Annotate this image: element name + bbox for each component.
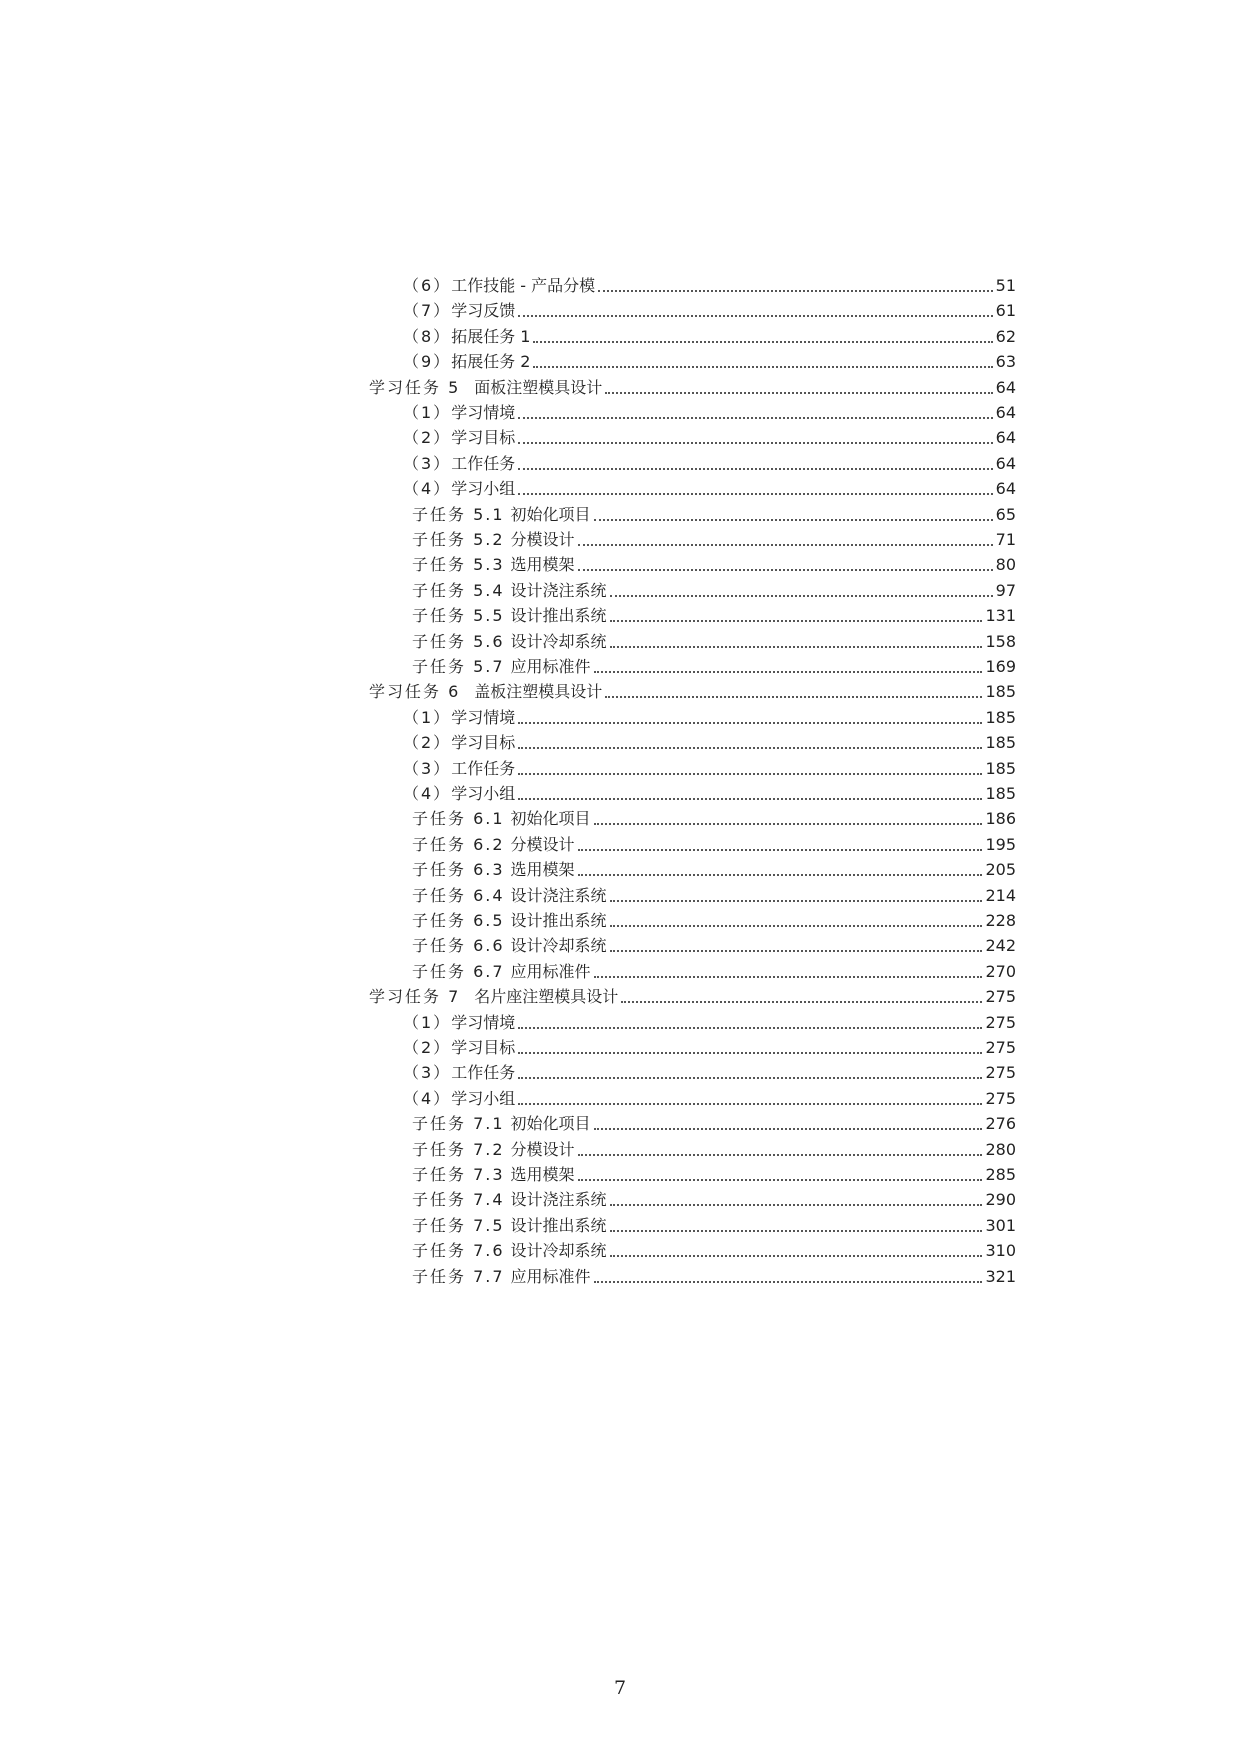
toc-dot-leader: [594, 518, 993, 521]
toc-entry-label: [412, 1216, 607, 1236]
toc-dot-leader: [518, 1102, 982, 1105]
toc-entry-page: 131: [985, 606, 1016, 626]
toc-entry-page: 205: [985, 860, 1016, 880]
toc-dot-leader: [610, 924, 983, 927]
toc-entry-title: 设计浇注系统: [510, 885, 607, 905]
toc-entry-label: [412, 1140, 575, 1160]
toc-entry-title: 盖板注塑模具设计: [474, 682, 603, 702]
toc-entry-page: 290: [985, 1190, 1016, 1210]
toc-entry-number: 子任务 7.5: [412, 1215, 505, 1235]
toc-entry-number: 子任务 5.2: [412, 530, 505, 549]
toc-entry-number: 子任务 6.4: [412, 885, 505, 905]
toc-entry-number: 子任务 6.1: [412, 809, 505, 829]
toc-entry-title: 设计冷却系统: [510, 1241, 607, 1261]
toc-entry-label: [412, 886, 607, 906]
toc-entry-page: 276: [985, 1114, 1016, 1134]
toc-entry-page: 51: [995, 276, 1016, 295]
toc-entry-title: 设计推出系统: [510, 1215, 607, 1235]
toc-dot-leader: [605, 391, 992, 394]
toc-dot-leader: [594, 1127, 983, 1130]
toc-section-entry[interactable]: [403, 1059, 1016, 1083]
toc-entry-number: （4）: [403, 479, 452, 499]
toc-subtask-entry[interactable]: [412, 1110, 1016, 1134]
toc-entry-title: 选用模架: [510, 860, 575, 880]
toc-entry-label: [412, 911, 607, 931]
toc-entry-title: 初始化项目: [510, 504, 591, 524]
toc-entry-label: [412, 835, 575, 855]
toc-subtask-entry[interactable]: [412, 501, 1016, 525]
toc-entry-label: [403, 1038, 515, 1058]
toc-entry-page: 64: [995, 479, 1016, 499]
toc-entry-number: 子任务 7.7: [412, 1266, 505, 1286]
toc-dot-leader: [594, 670, 983, 673]
toc-entry-number: 子任务 5.5: [412, 606, 505, 626]
toc-dot-leader: [610, 645, 983, 648]
toc-entry-title: 学习情境: [451, 707, 516, 727]
toc-entry-page: 185: [985, 707, 1016, 727]
toc-dot-leader: [518, 746, 982, 749]
toc-entry-number: 子任务 5.1: [412, 504, 505, 524]
toc-subtask-entry[interactable]: [412, 831, 1016, 855]
toc-entry-page: 71: [995, 530, 1016, 549]
toc-entry-number: （2）: [403, 428, 452, 448]
toc-dot-leader: [578, 1153, 983, 1156]
toc-section-entry[interactable]: [403, 272, 1016, 296]
toc-subtask-entry[interactable]: [412, 1161, 1016, 1185]
toc-subtask-entry[interactable]: [412, 882, 1016, 906]
toc-entry-page: 97: [995, 580, 1016, 600]
toc-dot-leader: [610, 1254, 983, 1257]
toc-dot-leader: [518, 441, 992, 444]
toc-entry-page: 275: [985, 1012, 1016, 1032]
toc-entry-page: 169: [985, 657, 1016, 676]
toc-dot-leader: [518, 314, 992, 317]
toc-dot-leader: [518, 797, 982, 800]
toc-section-entry[interactable]: [403, 1085, 1016, 1109]
toc-section-entry[interactable]: [403, 424, 1016, 448]
toc-entry-page: 61: [995, 301, 1016, 321]
toc-entry-number: （7）: [403, 301, 452, 321]
toc-entry-label: [403, 403, 515, 423]
toc-entry-label: [412, 657, 591, 677]
toc-entry-label: [412, 581, 607, 601]
toc-entry-number: （9）: [403, 352, 452, 372]
toc-entry-page: 214: [985, 885, 1016, 905]
toc-section-entry[interactable]: [403, 399, 1016, 423]
toc-entry-title: 拓展任务 2: [451, 352, 531, 372]
toc-entry-title: 初始化项目: [510, 809, 591, 829]
toc-entry-label: [403, 276, 595, 296]
toc-entry-title: 设计推出系统: [510, 606, 607, 626]
toc-entry-label: [412, 555, 575, 575]
toc-entry-page: 242: [985, 936, 1016, 956]
toc-entry-number: 子任务 7.4: [412, 1190, 505, 1210]
toc-entry-page: 64: [995, 453, 1016, 473]
toc-subtask-entry[interactable]: [412, 653, 1016, 677]
toc-entry-number: 子任务 6.5: [412, 911, 505, 930]
toc-entry-label: [403, 1063, 515, 1083]
toc-entry-label: [412, 1267, 591, 1287]
toc-entry-label: [412, 860, 575, 880]
toc-section-entry[interactable]: [403, 704, 1016, 728]
toc-entry-page: 270: [985, 961, 1016, 981]
toc-entry-page: 185: [985, 733, 1016, 753]
toc-section-entry[interactable]: [403, 475, 1016, 499]
toc-dot-leader: [610, 619, 983, 622]
toc-entry-page: 63: [995, 352, 1016, 372]
toc-dot-leader: [518, 1051, 982, 1054]
toc-dot-leader: [518, 1076, 982, 1079]
toc-dot-leader: [578, 1178, 983, 1181]
toc-dot-leader: [594, 975, 983, 978]
toc-entry-page: 195: [985, 834, 1016, 854]
toc-entry-number: 子任务 5.3: [412, 555, 505, 575]
toc-entry-title: 选用模架: [510, 555, 575, 575]
toc-subtask-entry[interactable]: [412, 805, 1016, 829]
toc-entry-page: 285: [985, 1165, 1016, 1184]
toc-entry-page: 310: [985, 1241, 1016, 1261]
toc-dot-leader: [610, 594, 993, 597]
toc-subtask-entry[interactable]: [412, 1186, 1016, 1210]
toc-dot-leader: [610, 1203, 983, 1206]
toc-dot-leader: [594, 1280, 983, 1283]
toc-dot-leader: [578, 873, 983, 876]
toc-entry-label: [412, 1114, 591, 1134]
toc-entry-label: [403, 1089, 515, 1109]
toc-entry-page: 65: [995, 504, 1016, 524]
toc-dot-leader: [533, 340, 992, 343]
toc-entry-title: 学习反馈: [451, 301, 516, 321]
toc-entry-page: 275: [985, 1088, 1016, 1108]
toc-entry-page: 62: [995, 326, 1016, 346]
toc-entry-label: [403, 708, 515, 728]
toc-entry-title: 面板注塑模具设计: [474, 377, 603, 397]
toc-entry-number: （6）: [403, 276, 452, 295]
toc-entry-number: （3）: [403, 758, 452, 778]
toc-entry-number: 学习任务 5: [369, 377, 461, 397]
toc-entry-label: [403, 759, 515, 779]
toc-entry-number: （1）: [403, 403, 452, 422]
toc-section-entry[interactable]: [403, 780, 1016, 804]
toc-entry-title: 学习小组: [451, 784, 516, 803]
toc-entry-title: 学习目标: [451, 428, 516, 448]
toc-entry-title: 分模设计: [510, 1139, 575, 1159]
toc-entry-label: [403, 1013, 515, 1033]
toc-dot-leader: [610, 949, 983, 952]
toc-subtask-entry[interactable]: [412, 907, 1016, 931]
toc-entry-label: [412, 1241, 607, 1261]
toc-section-entry[interactable]: [403, 348, 1016, 372]
toc-entry-page: 186: [985, 809, 1016, 829]
toc-entry-page: 64: [995, 428, 1016, 448]
toc-entry-label: [403, 479, 515, 499]
toc-entry-label: [369, 378, 602, 398]
toc-section-entry[interactable]: [403, 323, 1016, 347]
toc-entry-title: 设计冷却系统: [510, 631, 607, 651]
toc-entry-title: 设计冷却系统: [510, 936, 607, 956]
toc-subtask-entry[interactable]: [412, 577, 1016, 601]
toc-entry-page: 64: [995, 377, 1016, 397]
toc-entry-page: 64: [995, 403, 1016, 422]
toc-section-entry[interactable]: [403, 1009, 1016, 1033]
toc-entry-label: [403, 352, 530, 372]
toc-entry-label: [412, 962, 591, 982]
toc-entry-number: （3）: [403, 1063, 452, 1083]
toc-entry-number: 子任务 5.6: [412, 631, 505, 651]
toc-entry-number: （2）: [403, 1038, 452, 1057]
toc-entry-number: 子任务 5.4: [412, 580, 505, 600]
toc-entry-title: 设计浇注系统: [510, 1190, 607, 1210]
toc-entry-title: 应用标准件: [510, 1266, 591, 1286]
toc-entry-label: [412, 606, 607, 626]
toc-entry-page: 275: [985, 1038, 1016, 1057]
toc-section-entry[interactable]: [403, 755, 1016, 779]
toc-entry-title: 工作任务: [451, 1063, 516, 1083]
toc-dot-leader: [518, 416, 992, 419]
toc-entry-title: 学习情境: [451, 1012, 516, 1032]
toc-dot-leader: [518, 492, 992, 495]
toc-entry-title: 学习目标: [451, 733, 516, 753]
toc-dot-leader: [578, 568, 993, 571]
toc-subtask-entry[interactable]: [412, 856, 1016, 880]
toc-dot-leader: [518, 1026, 982, 1029]
toc-entry-number: （3）: [403, 453, 452, 473]
toc-entry-number: 子任务 7.6: [412, 1241, 505, 1261]
toc-entry-title: 应用标准件: [510, 657, 591, 676]
toc-entry-page: 80: [995, 555, 1016, 575]
toc-entry-number: 子任务 7.3: [412, 1165, 505, 1184]
toc-entry-label: [369, 987, 618, 1007]
toc-dot-leader: [610, 899, 983, 902]
toc-dot-leader: [578, 848, 983, 851]
toc-entry-number: （2）: [403, 733, 452, 753]
toc-entry-title: 学习小组: [451, 1088, 516, 1108]
toc-entry-page: 185: [985, 784, 1016, 803]
toc-entry-label: [369, 682, 602, 702]
toc-entry-title: 分模设计: [510, 834, 575, 854]
toc-entry-page: 321: [985, 1266, 1016, 1286]
toc-entry-label: [403, 733, 515, 753]
toc-entry-label: [403, 784, 515, 804]
toc-entry-title: 设计推出系统: [510, 911, 607, 930]
toc-entry-title: 分模设计: [510, 530, 575, 549]
toc-dot-leader: [518, 467, 992, 470]
toc-entry-number: 子任务 7.1: [412, 1114, 505, 1134]
toc-subtask-entry[interactable]: [412, 932, 1016, 956]
toc-dot-leader: [578, 543, 993, 546]
toc-entry-label: [412, 1190, 607, 1210]
toc-entry-label: [403, 454, 515, 474]
toc-entry-title: 选用模架: [510, 1165, 575, 1184]
toc-subtask-entry[interactable]: [412, 628, 1016, 652]
toc-entry-number: （4）: [403, 1088, 452, 1108]
toc-entry-title: 名片座注塑模具设计: [474, 987, 619, 1007]
toc-chapter-entry[interactable]: [369, 983, 1016, 1007]
toc-subtask-entry[interactable]: [412, 958, 1016, 982]
toc-entry-label: [403, 428, 515, 448]
toc-entry-title: 初始化项目: [510, 1114, 591, 1134]
toc-entry-page: 275: [985, 1063, 1016, 1083]
toc-entry-label: [403, 301, 515, 321]
toc-entry-page: 185: [985, 758, 1016, 778]
toc-dot-leader: [533, 365, 992, 368]
toc-entry-number: 子任务 6.7: [412, 961, 505, 981]
toc-dot-leader: [518, 772, 982, 775]
toc-entry-page: 275: [985, 987, 1016, 1007]
toc-subtask-entry[interactable]: [412, 1212, 1016, 1236]
toc-entry-label: [412, 1165, 575, 1185]
toc-dot-leader: [610, 1229, 983, 1232]
toc-chapter-entry[interactable]: [369, 678, 1016, 702]
toc-entry-page: 280: [985, 1139, 1016, 1159]
toc-entry-label: [403, 327, 530, 347]
toc-entry-page: 228: [985, 911, 1016, 930]
toc-section-entry[interactable]: [403, 297, 1016, 321]
toc-entry-number: （1）: [403, 707, 452, 727]
toc-entry-title: 学习情境: [451, 403, 516, 422]
toc-entry-label: [412, 505, 591, 525]
toc-entry-page: 185: [985, 682, 1016, 702]
toc-entry-label: [412, 632, 607, 652]
toc-subtask-entry[interactable]: [412, 1263, 1016, 1287]
toc-entry-number: 学习任务 7: [369, 987, 461, 1007]
toc-entry-title: 工作任务: [451, 453, 516, 473]
toc-entry-number: 学习任务 6: [369, 682, 461, 702]
toc-entry-title: 应用标准件: [510, 961, 591, 981]
toc-entry-page: 158: [985, 631, 1016, 651]
toc-entry-number: （4）: [403, 784, 452, 803]
toc-entry-title: 学习小组: [451, 479, 516, 499]
toc-entry-label: [412, 936, 607, 956]
toc-entry-title: 学习目标: [451, 1038, 516, 1057]
toc-entry-title: 拓展任务 1: [451, 326, 531, 346]
toc-entry-page: 301: [985, 1215, 1016, 1235]
toc-entry-title: 设计浇注系统: [510, 580, 607, 600]
toc-dot-leader: [518, 721, 982, 724]
toc-dot-leader: [598, 289, 993, 292]
toc-entry-number: 子任务 5.7: [412, 657, 505, 676]
toc-section-entry[interactable]: [403, 729, 1016, 753]
page-number: 7: [613, 1677, 627, 1699]
toc-subtask-entry[interactable]: [412, 526, 1016, 550]
toc-entry-number: 子任务 7.2: [412, 1139, 505, 1159]
toc-dot-leader: [621, 1000, 982, 1003]
toc-entry-number: 子任务 6.3: [412, 860, 505, 880]
toc-dot-leader: [594, 822, 983, 825]
toc-entry-number: 子任务 6.6: [412, 936, 505, 956]
toc-entry-title: 工作技能 - 产品分模: [451, 276, 596, 295]
toc-entry-title: 工作任务: [451, 758, 516, 778]
toc-section-entry[interactable]: [403, 450, 1016, 474]
toc-entry-number: 子任务 6.2: [412, 834, 505, 854]
toc-entry-number: （8）: [403, 326, 452, 346]
toc-dot-leader: [605, 695, 982, 698]
toc-entry-label: [412, 809, 591, 829]
toc-subtask-entry[interactable]: [412, 1136, 1016, 1160]
toc-entry-number: （1）: [403, 1012, 452, 1032]
toc-entry-label: [412, 530, 575, 550]
toc-subtask-entry[interactable]: [412, 1237, 1016, 1261]
toc-subtask-entry[interactable]: [412, 602, 1016, 626]
toc-subtask-entry[interactable]: [412, 551, 1016, 575]
toc-chapter-entry[interactable]: [369, 374, 1016, 398]
toc-section-entry[interactable]: [403, 1034, 1016, 1058]
